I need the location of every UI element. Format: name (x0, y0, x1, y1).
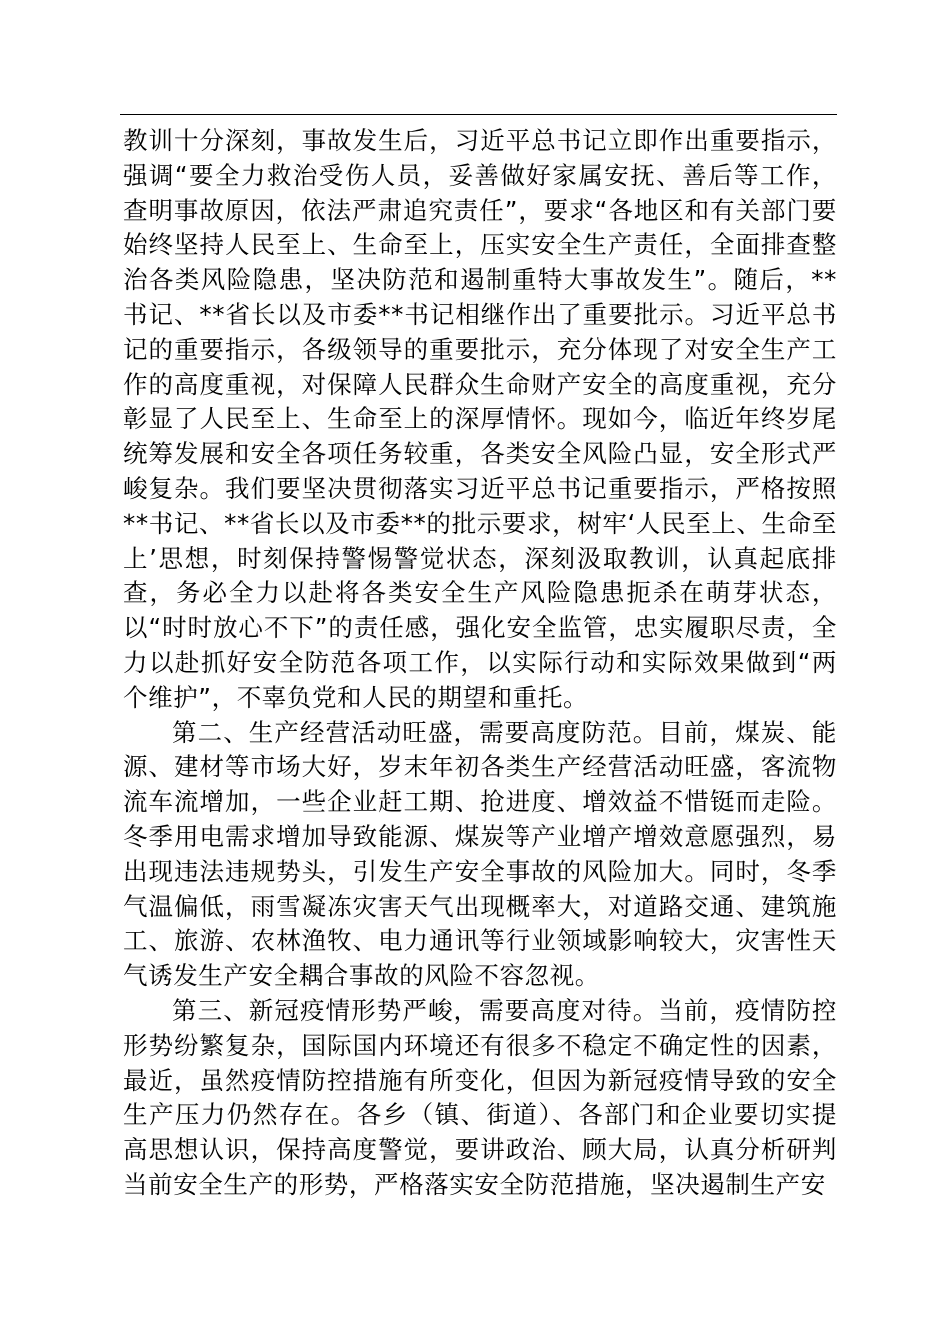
paragraph-third-point: 第三、新冠疫情形势严峻，需要高度对待。当前，疫情防控形势纷繁复杂，国际国内环境还有很多不稳定不确定性的因素，最近，虽然疫情防控措施有所变化，但因为新冠疫情导致的安全生产压力仍然存在。各乡（镇、街道）、各部门和企业要切实提高思想认识，保持高度警觉，要讲政治、顾大局，认真分析研判当前安全生产的形势，严格落实安全防范措施，坚决遏制生产安 (123, 995, 837, 1199)
document-body (123, 124, 837, 1203)
paragraph-second-point: 第二、生产经营活动旺盛，需要高度防范。目前，煤炭、能源、建材等市场大好，岁末年初各类生产经营活动旺盛，客流物流车流增加，一些企业赶工期、抢进度、增效益不惜铤而走险。冬季用电需求增加导致能源、煤炭等产业增产增效意愿强烈，易出现违法违规势头，引发生产安全事故的风险加大。同时，冬季气温偏低，雨雪凝冻灾害天气出现概率大，对道路交通、建筑施工、旅游、农林渔牧、电力通讯等行业领域影响较大，灾害性天气诱发生产安全耦合事故的风险不容忽视。 (123, 717, 837, 991)
header-rule (120, 114, 837, 115)
paragraph-continuation: 教训十分深刻，事故发生后，习近平总书记立即作出重要指示，强调“要全力救治受伤人员，妥善做好家属安抚、善后等工作，查明事故原因，依法严肃追究责任”，要求“各地区和有关部门要始终坚持人民至上、生命至上，压实安全生产责任，全面排查整治各类风险隐患，坚决防范和遏制重特大事故发生”。随后，**书记、**省长以及市委**书记相继作出了重要批示。习近平总书记的重要指示，各级领导的重要批示，充分体现了对安全生产工作的高度重视，对保障人民群众生命财产安全的高度重视，充分彰显了人民至上、生命至上的深厚情怀。现如今，临近年终岁尾统筹发展和安全各项任务较重，各类安全风险凸显，安全形式严峻复杂。我们要坚决贯彻落实习近平总书记重要指示，严格按照**书记、**省长以及市委**的批示要求，树牢‘人民至上、生命至上’思想，时刻保持警惕警觉状态，深刻汲取教训，认真起底排查，务必全力以赴将各类安全生产风险隐患扼杀在萌芽状态，以“时时放心不下”的责任感，强化安全监管，忠实履职尽责，全力以赴抓好安全防范各项工作，以实际行动和实际效果做到“两个维护”，不辜负党和人民的期望和重托。 (123, 126, 837, 712)
